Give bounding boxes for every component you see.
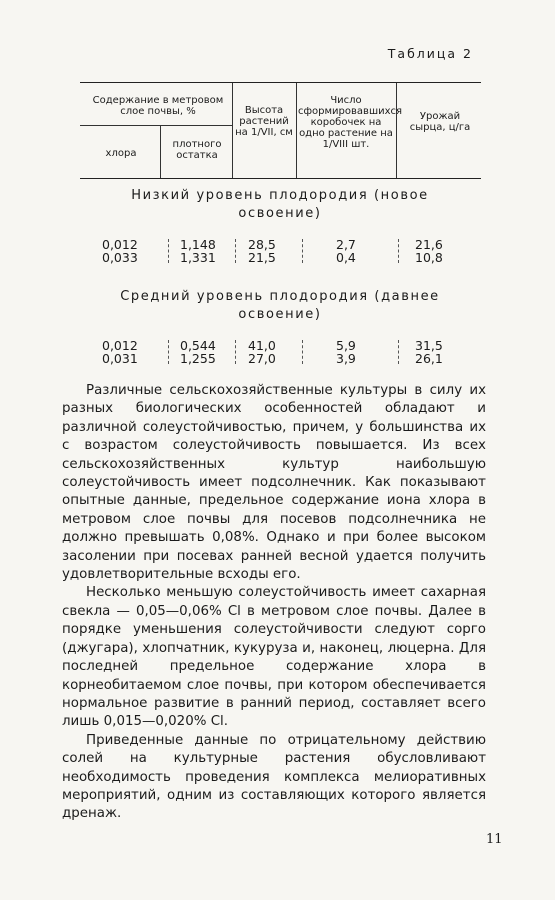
paragraph: Несколько меньшую солеустойчивость имеет сахарная свекла — 0,05—0,06% Cl в метровом слое почвы. Далее в порядке уменьшения солеустойчивости следуют сорго (джугара), хлопчатник, кукуруза и, наконец, люцерна. Для последней предельное содержание хлора в корнеобитаемом слое почвы, при котором обеспечивается нормальное развитие в ранний период, составляет всего лишь 0,015—0,020% Cl. — [62, 585, 486, 730]
table-row-group — [80, 339, 481, 367]
cell-yield: 10,8 — [415, 250, 443, 265]
header-plant-height: Высота растений на 1/VII, см — [235, 105, 293, 138]
cell-residue: 1,255 — [180, 351, 216, 366]
cell-residue: 0,544 — [180, 338, 216, 353]
header-dense-residue: плотного остатка — [172, 139, 222, 161]
header-group-label: Содержание в метровом слое почвы, % — [92, 95, 224, 117]
cell-residue: 1,331 — [180, 250, 216, 265]
section-title-medium-fertility: Средний уровень плодородия (давнее освоение) — [120, 289, 440, 322]
paragraph: Различные сельскохозяйственные культуры в силу их разных биологических особенностей обладают и различной солеустойчивостью, причем, у большинства их с возрастом солеустойчивость повышается. Из всех сельскохозяйственных культур наибольшую солеустойчивость имеет подсолнечник. Как показывают опытные данные, предельное содержание иона хлора в метровом слое почвы для посевов подсолнечника не должно превышать 0,08%. Однако и при более высоком засолении при посевах ранней весной удается получить удовлетворительные всходы его. — [62, 383, 486, 583]
cell-height: 41,0 — [248, 338, 276, 353]
cell-chlorine: 0,012 — [102, 237, 138, 252]
cell-yield: 21,6 — [415, 237, 443, 252]
cell-yield: 26,1 — [415, 351, 443, 366]
cell-chlorine: 0,033 — [102, 250, 138, 265]
cell-yield: 31,5 — [415, 338, 443, 353]
cell-chlorine: 0,012 — [102, 338, 138, 353]
page-number: 11 — [486, 832, 503, 847]
paragraph: Приведенные данные по отрицательному действию солей на культурные растения обусловливают необходимость проведения комплекса мелиоративных мероприятий, одним из составляющих которого является дренаж. — [62, 732, 486, 822]
cell-bolls: 0,4 — [336, 250, 356, 265]
cell-bolls: 2,7 — [336, 237, 356, 252]
cell-bolls: 3,9 — [336, 351, 356, 366]
cell-chlorine: 0,031 — [102, 351, 138, 366]
cell-height: 21,5 — [248, 250, 276, 265]
table-header — [80, 82, 481, 179]
table-row-group — [80, 238, 481, 266]
header-chlorine: хлора — [105, 148, 137, 159]
section-title-low-fertility: Низкий уровень плодородия (новое освоение) — [131, 188, 429, 221]
cell-height: 27,0 — [248, 351, 276, 366]
header-bolls-count: Число сформировавшихся коробочек на одно растение на 1/VIII шт. — [298, 95, 403, 150]
cell-height: 28,5 — [248, 237, 276, 252]
body-text — [62, 382, 486, 824]
cell-residue: 1,148 — [180, 237, 216, 252]
table-caption: Таблица 2 — [387, 46, 473, 61]
cell-bolls: 5,9 — [336, 338, 356, 353]
header-yield: Урожай сырца, ц/га — [409, 111, 471, 133]
